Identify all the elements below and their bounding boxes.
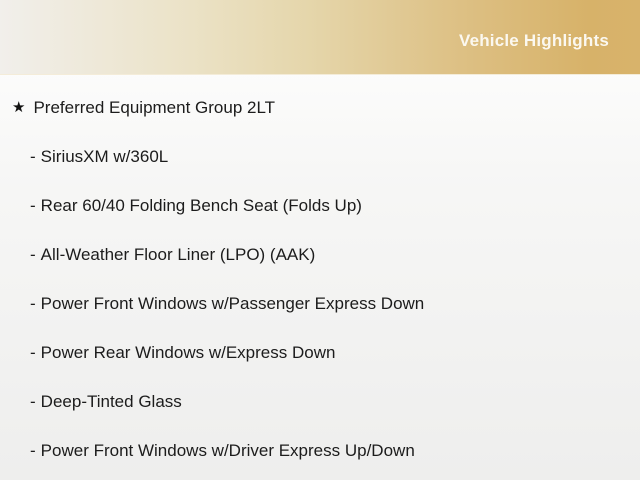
list-item-label: All-Weather Floor Liner (LPO) (AAK)	[40, 244, 316, 264]
equipment-group-row	[0, 83, 640, 132]
header-banner	[0, 0, 640, 75]
list-item-label: Deep-Tinted Glass	[40, 391, 182, 411]
list-item-label: Power Front Windows w/Driver Express Up/Down	[40, 440, 415, 460]
dash-bullet: -	[30, 146, 36, 166]
list-item	[0, 279, 640, 328]
list-item-label: SiriusXM w/360L	[40, 146, 169, 166]
list-item-label: Rear 60/40 Folding Bench Seat (Folds Up)	[40, 195, 362, 215]
highlights-list	[0, 75, 640, 475]
dash-bullet: -	[30, 391, 36, 411]
equipment-group-label: Preferred Equipment Group 2LT	[33, 97, 276, 117]
list-item	[0, 328, 640, 377]
star-icon: ★	[12, 99, 26, 116]
page-title: Vehicle Highlights	[458, 30, 609, 50]
list-item	[0, 426, 640, 475]
dash-bullet: -	[30, 440, 36, 460]
list-item-label: Power Rear Windows w/Express Down	[40, 342, 336, 362]
list-item	[0, 377, 640, 426]
dash-bullet: -	[30, 342, 36, 362]
dash-bullet: -	[30, 244, 36, 264]
dash-bullet: -	[30, 195, 36, 215]
list-item	[0, 181, 640, 230]
list-item	[0, 230, 640, 279]
list-item	[0, 132, 640, 181]
list-item-label: Power Front Windows w/Passenger Express Down	[40, 293, 425, 313]
dash-bullet: -	[30, 293, 36, 313]
